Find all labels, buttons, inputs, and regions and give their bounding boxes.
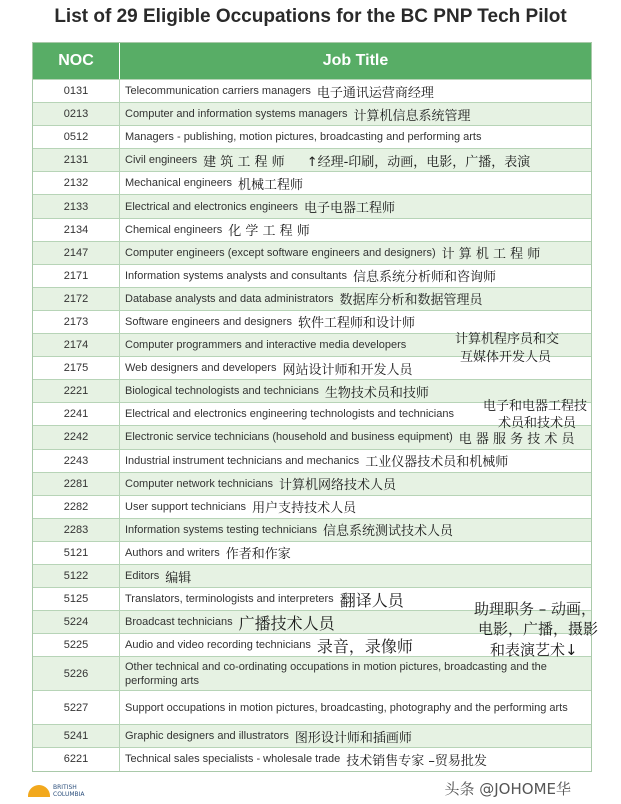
noc-cell: 6221 [33,748,120,770]
table-row [33,564,591,587]
chinese-annotation: 电子电器工程师 [304,201,396,217]
noc-cell: 0131 [33,80,120,102]
job-title-text: Graphic designers and illustrators [125,730,289,743]
noc-cell: 2282 [33,496,120,518]
job-title-cell [120,496,591,518]
logo-text-line1: BRITISH [53,784,77,791]
table-row [33,449,591,472]
job-title-cell [120,172,591,194]
job-title-text: Information systems testing technicians [125,523,317,536]
table-row [33,472,591,495]
annotation-5125-line1: 助理职务 – 动画， [474,600,597,618]
job-title-cell [120,542,591,564]
table-row [33,194,591,217]
noc-cell: 2147 [33,242,120,264]
chinese-annotation: 数据库分析和数据管理员 [339,293,483,309]
job-title-text: Audio and video recording technicians [125,639,311,652]
job-title-text: Authors and writers [125,546,220,559]
job-title-text: Computer engineers (except software engineers and designers) [125,246,436,259]
job-title-text: Telecommunication carriers managers [125,85,311,98]
table-row [33,241,591,264]
job-title-text: Computer programmers and interactive media developers [125,339,407,352]
job-title-text: Broadcast technicians [125,616,233,629]
table-header [33,43,591,79]
annotation-2241-line1: 电子和电器工程技 [483,399,588,414]
job-title-cell [120,450,591,472]
chinese-annotation: 技术销售专家 –贸易批发 [346,753,487,769]
noc-cell: 2173 [33,311,120,333]
chinese-annotation: 电子通讯运营商经理 [316,85,434,101]
logo-text-line2: COLUMBIA [53,791,85,798]
noc-column-header: NOC [33,43,120,79]
chinese-annotation: 计算机网络技术人员 [278,478,396,494]
job-title-text: Managers - publishing, motion pictures, broadcasting and performing arts [125,131,482,144]
job-title-text: Biological technologists and technicians [125,385,319,398]
table-row [33,148,591,171]
job-title-cell [120,691,591,724]
job-title-text: Editors [125,570,160,583]
job-title-cell [120,473,591,495]
noc-cell: 5241 [33,725,120,747]
chinese-annotation: 计 算 机 工 程 师 [441,247,541,263]
annotation-2174-line2: 互媒体开发人员 [460,350,552,365]
chinese-annotation: 编辑 [165,570,192,586]
job-title-cell [120,565,591,587]
job-title-text: Web designers and developers [125,362,277,375]
noc-cell: 5227 [33,691,120,724]
job-title-cell [120,519,591,541]
job-title-text: Industrial instrument technicians and mechanics [125,454,360,467]
chinese-annotation: 建 筑 工 程 师 [203,154,285,170]
noc-cell: 2133 [33,195,120,217]
noc-cell: 2241 [33,403,120,425]
job-title-text: User support technicians [125,500,247,513]
job-title-cell [120,657,591,690]
job-title-cell [120,80,591,102]
job-title-text: Database analysts and data administrators [125,292,334,305]
chinese-annotation: 用户支持技术人员 [252,501,357,517]
job-title-text: Chemical engineers [125,223,223,236]
table-row [33,541,591,564]
noc-cell: 2221 [33,380,120,402]
watermark-text: 头条 @JOHOME华 [444,780,571,798]
noc-cell: 0213 [33,103,120,125]
table-row [33,747,591,770]
job-title-cell [120,103,591,125]
noc-cell: 2131 [33,149,120,171]
chinese-annotation: 工业仪器技术员和机械师 [365,455,509,471]
table-row [33,264,591,287]
chinese-annotation: 机械工程师 [238,177,304,193]
noc-cell: 5121 [33,542,120,564]
table-row [33,287,591,310]
noc-cell: 2171 [33,265,120,287]
table-row [33,125,591,148]
sun-logo-icon [28,785,50,797]
job-title-cell [120,748,591,770]
table-row [33,518,591,541]
noc-cell: 2172 [33,288,120,310]
noc-cell: 2281 [33,473,120,495]
noc-cell: 2242 [33,426,120,448]
job-title-text: Software engineers and designers [125,315,292,328]
job-title-cell [120,725,591,747]
job-title-text: Electrical and electronics engineering technologists and technicians [125,408,454,421]
job-title-column-header: Job Title [322,52,389,69]
job-title-text: Civil engineers [125,154,198,167]
chinese-annotation: 电 器 服 务 技 术 员 [458,431,575,447]
annotation-5125-line2: 电影，广播，摄影 [478,620,599,638]
job-title-text: Electrical and electronics engineers [125,200,299,213]
table-row [33,171,591,194]
table-row [33,690,591,724]
chinese-annotation: 广播技术人员 [238,613,335,633]
job-title-text: Mechanical engineers [125,177,233,190]
noc-cell: 5224 [33,611,120,633]
job-title-text: Support occupations in motion pictures, broadcasting, photography and the performing arts [125,701,568,714]
chinese-annotation: 生物技术员和技师 [324,385,429,401]
annotation-2174-line1: 计算机程序员和交 [455,332,560,347]
job-title-cell [120,288,591,310]
chinese-annotation: 录音，录像师 [316,636,413,656]
noc-cell: 2175 [33,357,120,379]
chinese-annotation: 作者和作家 [225,547,291,563]
job-title-text: Computer and information systems managers [125,108,348,121]
noc-cell: 2174 [33,334,120,356]
noc-cell: 2132 [33,172,120,194]
annotation-2241-line2: 术员和技术员 [498,416,577,431]
chinese-annotation: 网站设计师和开发人员 [282,362,413,378]
noc-cell: 5125 [33,588,120,610]
chinese-annotation: 软件工程师和设计师 [297,316,415,332]
job-title-cell [120,195,591,217]
job-title-text: Information systems analysts and consultants [125,269,347,282]
chinese-annotation: 信息系统测试技术人员 [322,524,453,540]
job-title-cell [120,126,591,148]
noc-cell: 5122 [33,565,120,587]
noc-cell: 2243 [33,450,120,472]
table-row [33,724,591,747]
page-title: List of 29 Eligible Occupations for the BC PNP Tech Pilot [54,6,567,27]
job-title-text: Translators, terminologists and interpreters [125,593,334,606]
table-row [33,79,591,102]
job-title-cell [120,242,591,264]
job-title-cell [120,265,591,287]
job-title-cell [120,149,591,171]
chinese-annotation: 计算机信息系统管理 [353,108,471,124]
job-title-text: Computer network technicians [125,477,273,490]
noc-cell: 2283 [33,519,120,541]
noc-cell: 5226 [33,657,120,690]
chinese-annotation-secondary: ↑经理-印刷，动画，电影，广播，表演 [306,154,531,170]
job-title-cell [120,219,591,241]
table-row [33,656,591,690]
chinese-annotation: 化 学 工 程 师 [228,224,310,240]
chinese-annotation: 图形设计师和插画师 [294,730,412,746]
table-row [33,495,591,518]
job-title-text: Electronic service technicians (household and business equipment) [125,431,453,444]
annotation-5125-line3: 和表演艺术↓ [490,641,578,659]
job-title-text: Technical sales specialists - wholesale trade [125,753,341,766]
chinese-annotation: 翻译人员 [339,590,404,610]
table-row [33,218,591,241]
table-row [33,102,591,125]
chinese-annotation: 信息系统分析师和咨询师 [352,270,496,286]
noc-cell: 0512 [33,126,120,148]
bc-logo [28,784,85,798]
noc-cell: 2134 [33,219,120,241]
noc-cell: 5225 [33,634,120,656]
job-title-text: Other technical and co-ordinating occupations in motion pictures, broadcasting and the performing arts [125,660,547,687]
